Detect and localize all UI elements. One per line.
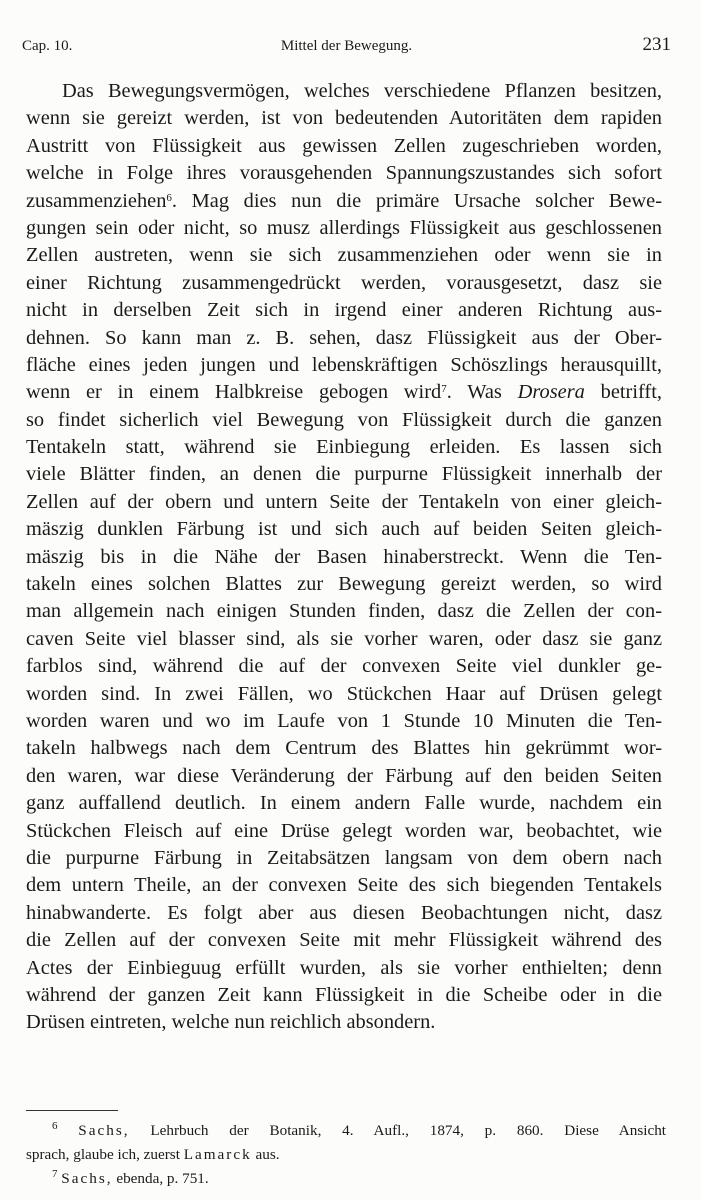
footnotes bbox=[26, 1119, 666, 1191]
chapter-label: Cap. 10. bbox=[22, 38, 73, 54]
footnote-ref-7: 7 bbox=[441, 383, 447, 396]
main-paragraph bbox=[26, 78, 662, 1037]
text-fragment: Was bbox=[467, 381, 502, 404]
text-fragment: betrifft, bbox=[600, 381, 662, 404]
footnote-text: ebenda, p. 751. bbox=[116, 1170, 209, 1187]
text-line: mäszig bis in die Nähe der Basen hinaberstreckt. Wenn die Ten- bbox=[26, 545, 662, 568]
footnote-author: Lamarck bbox=[183, 1146, 252, 1163]
text-line: wenn sie gereizt werden, ist von bedeutenden Autoritäten dem rapiden bbox=[26, 107, 662, 130]
text-line: Das Bewegungsvermögen, welches verschiedene Pflanzen besitzen, bbox=[62, 80, 662, 102]
footnote-7 bbox=[26, 1167, 666, 1191]
text-fragment: Mag dies nun die primäre Ursache solcher Bewe- bbox=[191, 189, 662, 212]
footnote-text: aus. bbox=[255, 1146, 280, 1163]
text-line: caven Seite viel blasser sind, als sie vorher waren, oder dasz sie ganz bbox=[26, 627, 662, 650]
text-line: viele Blätter finden, an denen die purpurne Flüssigkeit innerhalb der bbox=[26, 463, 662, 486]
text-line: Actes der Einbieguug erfüllt wurden, als sie vorher enthielten; denn bbox=[26, 956, 662, 979]
footnote-author: Sachs, bbox=[78, 1122, 130, 1139]
text-line: Stückchen Fleisch auf eine Drüse gelegt worden war, beobachtet, wie bbox=[26, 819, 662, 842]
footnote-text: Lehrbuch der Botanik, 4. Aufl., 1874, p. 860. Diese Ansicht bbox=[150, 1122, 667, 1139]
text-line: während der ganzen Zeit kann Flüssigkeit in die Scheibe oder in die bbox=[26, 983, 662, 1006]
text-line: Zellen auf der obern und untern Seite der Tentakeln von einer gleich- bbox=[26, 490, 662, 513]
text-line: einer Richtung zusammengedrückt werden, vorausgesetzt, dasz sie bbox=[26, 271, 662, 294]
text-line: ganz auffallend deutlich. In einem andern Falle wurde, nachdem ein bbox=[26, 792, 662, 815]
text-line: worden sind. In zwei Fällen, wo Stückchen Haar auf Drüsen gelegt bbox=[26, 682, 662, 705]
text-line: gungen sein oder nicht, so musz allerdings Flüssigkeit aus geschlossenen bbox=[26, 216, 662, 239]
footnote-divider bbox=[26, 1110, 118, 1111]
text-line: die purpurne Färbung in Zeitabsätzen langsam von dem obern nach bbox=[26, 846, 662, 869]
text-line: Drüsen eintreten, welche nun reichlich absondern. bbox=[26, 1011, 436, 1034]
text-line: fläche eines jeden jungen und lebenskräftigen Schöszlings herausquillt, bbox=[26, 353, 662, 376]
footnote-text: sprach, glaube ich, zuerst bbox=[26, 1146, 180, 1163]
text-line bbox=[26, 379, 662, 406]
text-line: mäszig dunklen Färbung ist und sich auch auf beiden Seiten gleich- bbox=[26, 518, 662, 541]
footnote-number: 6 bbox=[52, 1119, 58, 1132]
text-line: welche in Folge ihres vorausgehenden Spannungszustandes sich sofort bbox=[26, 162, 662, 185]
period: . bbox=[446, 381, 452, 404]
period: . bbox=[171, 189, 178, 212]
text-line: die Zellen auf der convexen Seite mit mehr Flüssigkeit während des bbox=[26, 929, 662, 952]
text-line bbox=[26, 188, 662, 215]
footnote-ref-6: 6 bbox=[166, 191, 172, 204]
text-fragment: zusammenziehen bbox=[26, 189, 167, 212]
footnote-6 bbox=[26, 1119, 666, 1143]
footnote-author: Sachs, bbox=[61, 1170, 113, 1187]
footnote-number: 7 bbox=[52, 1167, 58, 1180]
text-line: dehnen. So kann man z. B. sehen, dasz Flüssigkeit aus der Ober- bbox=[26, 326, 662, 349]
text-line: hinabwanderte. Es folgt aber aus diesen Beobachtungen nicht, dasz bbox=[26, 901, 662, 924]
text-line: so findet sicherlich viel Bewegung von Flüssigkeit durch die ganzen bbox=[26, 408, 662, 431]
genus-name: Drosera bbox=[517, 381, 585, 404]
text-fragment: wenn er in einem Halbkreise gebogen wird bbox=[26, 381, 442, 404]
text-line: nicht in derselben Zeit sich in irgend einer anderen Richtung aus- bbox=[26, 299, 662, 322]
text-line: farblos sind, während die auf der convexen Seite viel dunkler ge- bbox=[26, 655, 662, 678]
running-header bbox=[22, 34, 671, 60]
text-line: Tentakeln statt, während sie Einbiegung erleiden. Es lassen sich bbox=[26, 436, 662, 459]
text-line: man allgemein nach einigen Stunden finden, dasz die Zellen der con- bbox=[26, 600, 662, 623]
text-line: dem untern Theile, an der convexen Seite des sich biegenden Tentakels bbox=[26, 874, 662, 897]
running-title: Mittel der Bewegung. bbox=[280, 38, 413, 54]
text-line: worden waren und wo im Laufe von 1 Stunde 10 Minuten die Ten- bbox=[26, 709, 662, 732]
footnote-6-continued bbox=[26, 1143, 666, 1167]
text-line: den waren, war diese Veränderung der Färbung auf den beiden Seiten bbox=[26, 764, 662, 787]
page-number: 231 bbox=[642, 34, 671, 55]
text-line: Zellen austreten, wenn sie sich zusammenziehen oder wenn sie in bbox=[26, 244, 662, 267]
text-line: Austritt von Flüssigkeit aus gewissen Zellen zugeschrieben worden, bbox=[26, 134, 662, 157]
text-line: takeln eines solchen Blattes zur Bewegung gereizt werden, so wird bbox=[26, 573, 662, 596]
text-line: takeln halbwegs nach dem Centrum des Blattes hin gekrümmt wor- bbox=[26, 737, 662, 760]
